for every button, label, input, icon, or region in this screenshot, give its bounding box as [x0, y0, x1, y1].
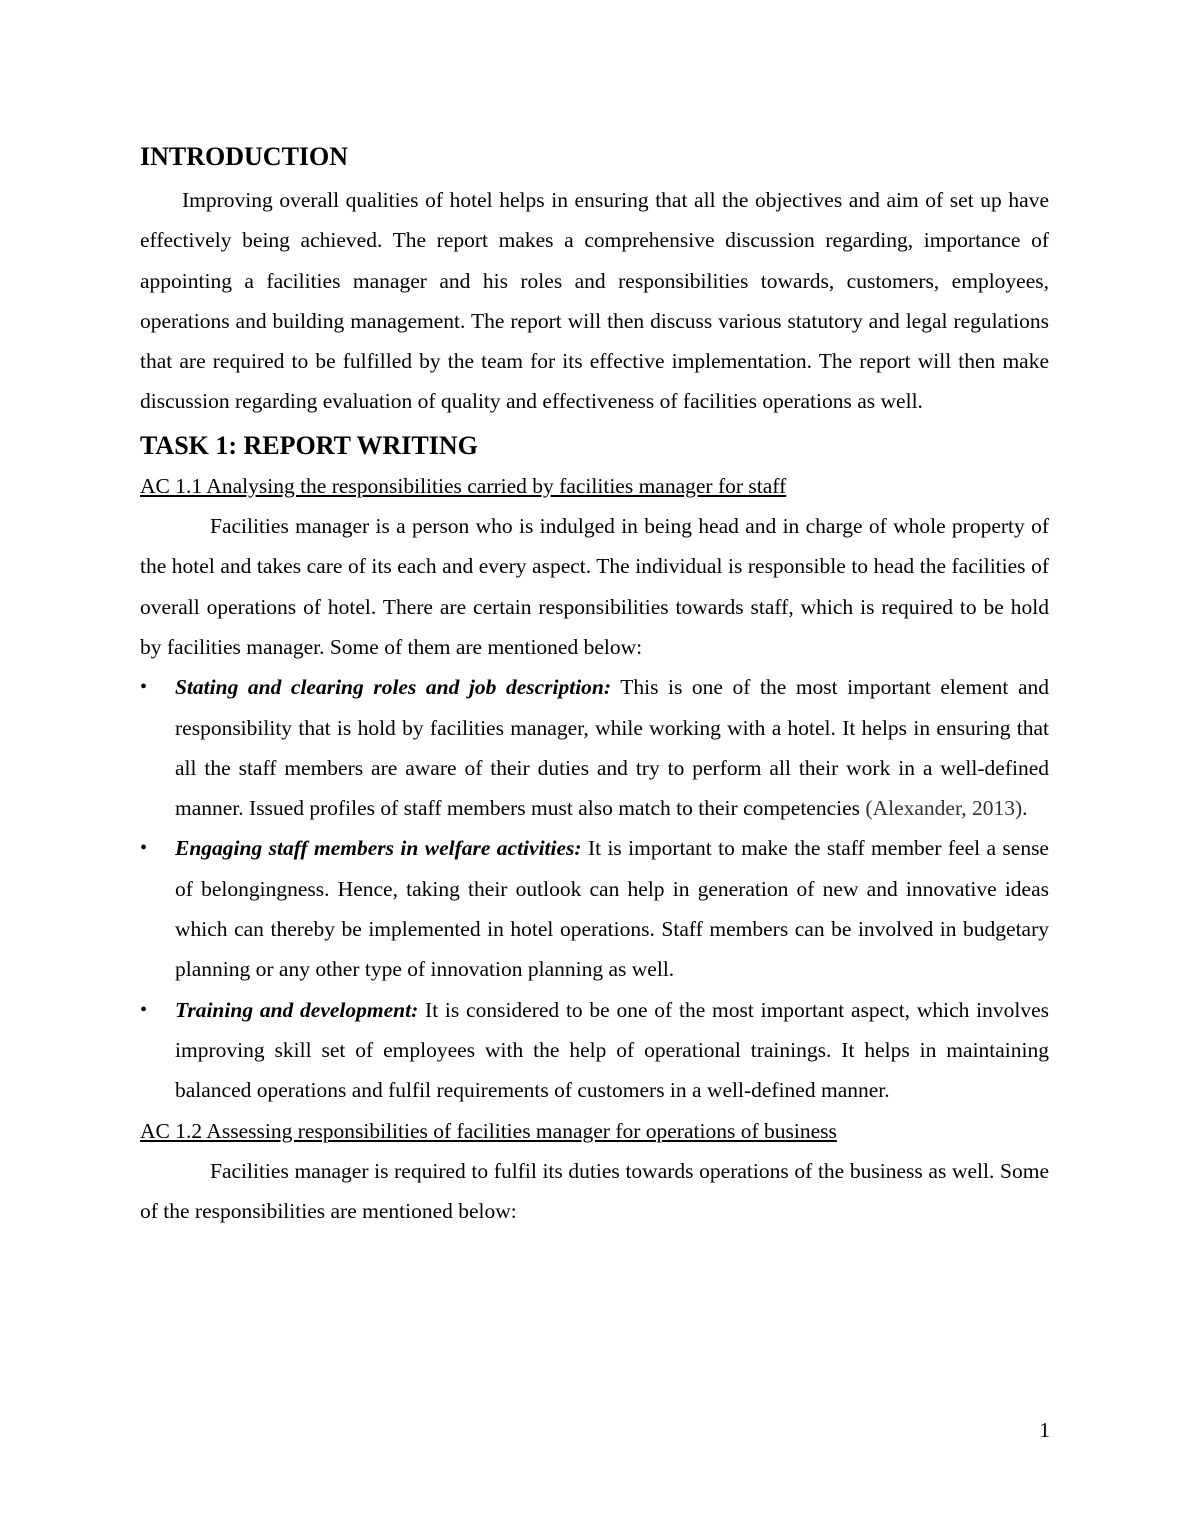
ac12-paragraph: Facilities manager is required to fulfil its duties towards operations of the business as well. Some of the responsibilities are mentioned below:	[140, 1158, 1049, 1224]
ac12-subheading: AC 1.2 Assessing responsibilities of facilities manager for operations of business	[140, 1118, 837, 1143]
page-number: 1	[1039, 1418, 1050, 1442]
introduction-heading: INTRODUCTION	[140, 142, 349, 171]
bullet-term: Training and development:	[175, 997, 419, 1022]
ac11-subheading: AC 1.1 Analysing the responsibilities carried by facilities manager for staff	[140, 473, 787, 498]
bullet-term: Stating and clearing roles and job description:	[175, 675, 612, 700]
bullet-item-training	[140, 990, 1049, 1111]
ac11-bullet-list	[140, 667, 1049, 1110]
bullet-icon: •	[140, 998, 148, 1021]
bullet-text: It is considered to be one of the most important aspect, which involves improving skill set of employees with the help of operational trainings. It helps in maintaining balanced operations and fulfil requirements of customers in a well-defined manner.	[175, 997, 1049, 1103]
ac11-paragraph: Facilities manager is a person who is indulged in being head and in charge of whole property of the hotel and takes care of its each and every aspect. The individual is responsible to head the facilities of overall operations of hotel. There are certain responsibilities towards staff, which is required to be hold by facilities manager. Some of them are mentioned below:	[140, 514, 1049, 659]
bullet-end: .	[1022, 796, 1028, 821]
bullet-text: This is one of the most important element and responsibility that is hold by facilities manager, while working with a hotel. It helps in ensuring that all the staff members are aware of their duties and try to perform all their work in a well-defined manner. Issued profiles of staff members must also match to their competencies	[175, 675, 1050, 821]
bullet-text: It is important to make the staff member feel a sense of belongingness. Hence, taking their outlook can help in generation of new and innovative ideas which can thereby be implemented in hotel operations. Staff members can be involved in budgetary planning or any other type of innovation planning as well.	[175, 836, 1049, 982]
citation: (Alexander, 2013)	[865, 796, 1023, 821]
bullet-icon: •	[140, 676, 148, 699]
introduction-paragraph: Improving overall qualities of hotel helps in ensuring that all the objectives and aim of set up have effectively being achieved. The report makes a comprehensive discussion regarding, importance of appointing a facilities manager and his roles and responsibilities towards, customers, employees, operations and building management. The report will then discuss various statutory and legal regulations that are required to be fulfilled by the team for its effective implementation. The report will then make discussion regarding evaluation of quality and effectiveness of facilities operations as well.	[140, 188, 1049, 414]
bullet-item-welfare	[140, 828, 1049, 989]
bullet-item-roles	[140, 667, 1049, 828]
document-page	[140, 139, 1049, 1231]
bullet-term: Engaging staff members in welfare activities:	[175, 836, 582, 861]
bullet-icon: •	[140, 837, 148, 860]
task1-heading: TASK 1: REPORT WRITING	[140, 430, 478, 460]
